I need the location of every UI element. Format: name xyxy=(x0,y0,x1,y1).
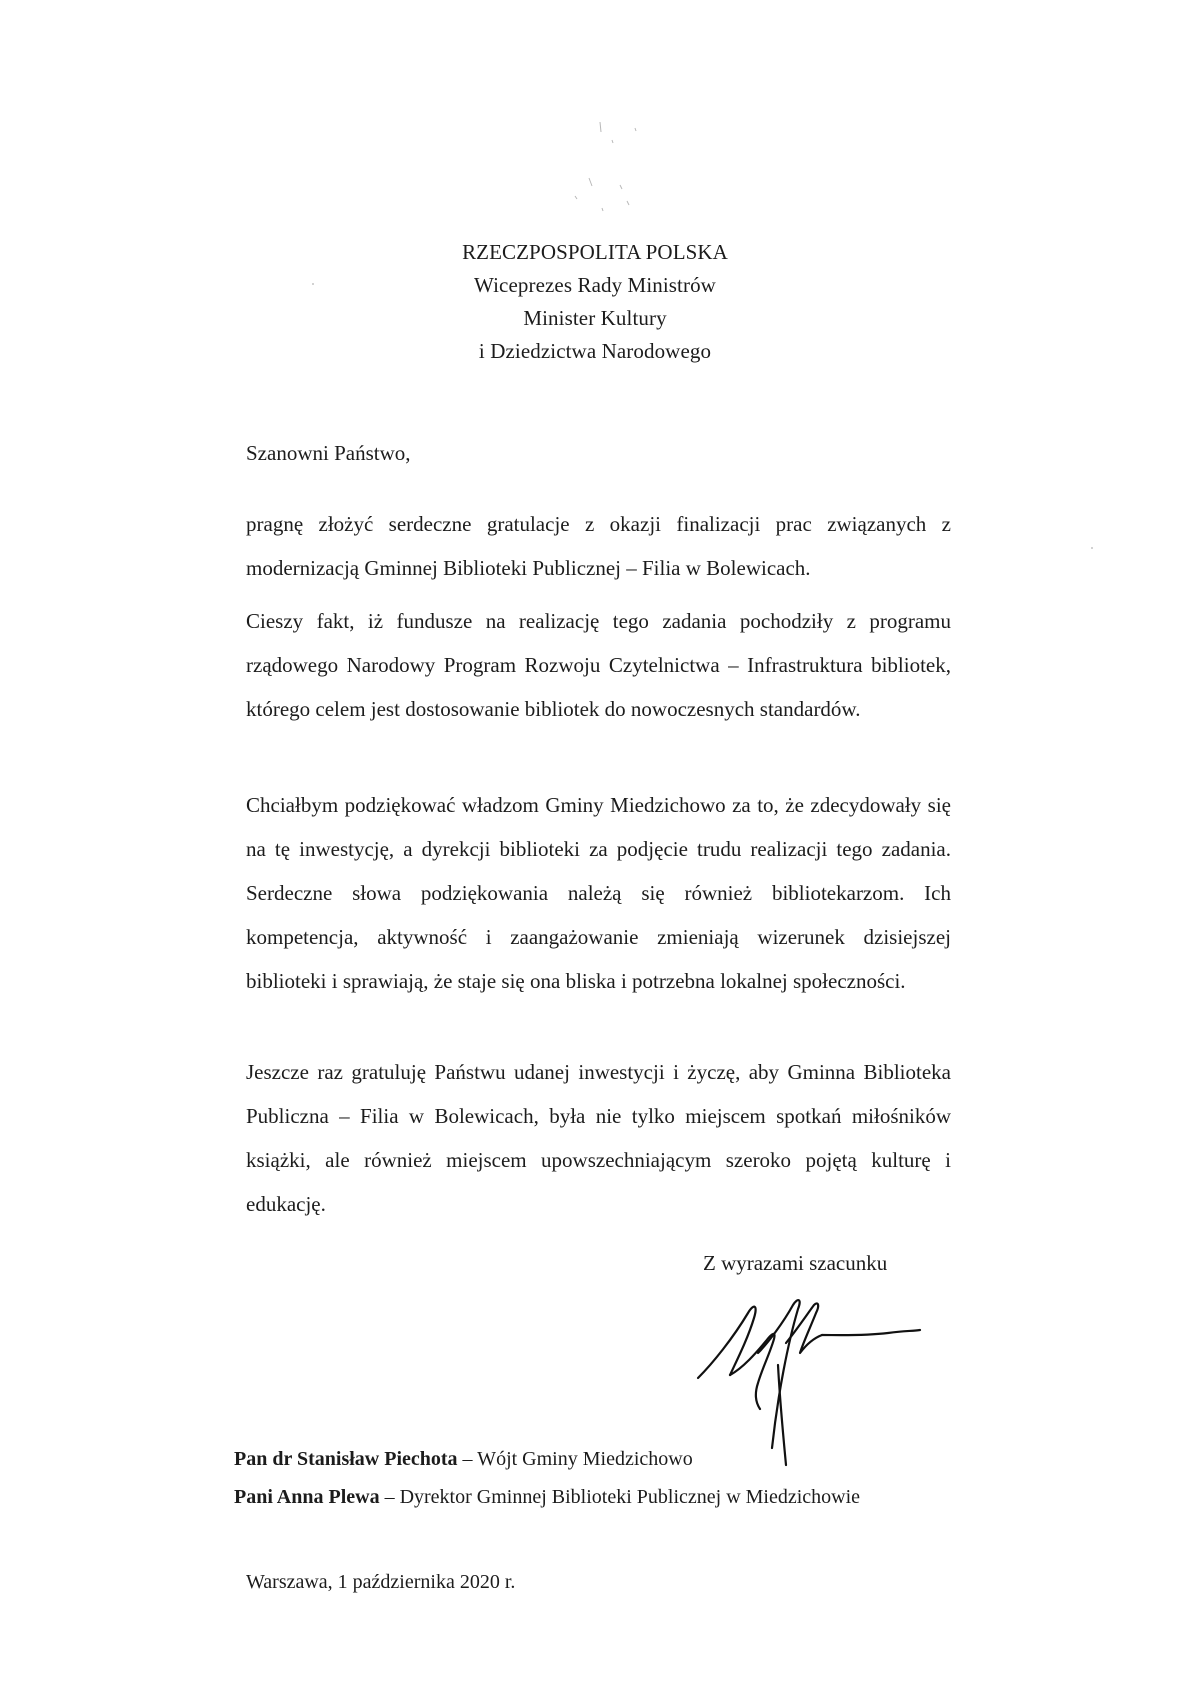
recipient-role: – Wójt Gminy Miedzichowo xyxy=(457,1448,693,1470)
recipient-role: – Dyrektor Gminnej Biblioteki Publicznej w Miedzichowie xyxy=(379,1486,861,1508)
letterhead-country: RZECZPOSPOLITA POLSKA xyxy=(462,240,728,264)
closing-phrase: Z wyrazami szacunku xyxy=(703,1251,888,1275)
letterhead-office: Wiceprezes Rady Ministrów xyxy=(474,273,716,297)
paragraph-funding: Cieszy fakt, iż fundusze na realizację tego zadania pochodziły z programu rządowego Narodowy Program Rozwoju Czytelnictwa – Infrastruktura bibliotek, którego celem jest dostosowanie bibliotek do nowoczesnych standardów. xyxy=(246,609,951,721)
letterhead xyxy=(395,236,795,368)
recipient-director xyxy=(234,1478,860,1516)
recipient-name: Pani Anna Plewa xyxy=(234,1486,380,1508)
letterhead-ministry: Minister Kultury xyxy=(523,306,667,330)
recipient-name: Pan dr Stanisław Piechota xyxy=(234,1448,458,1470)
place-and-date: Warszawa, 1 października 2020 r. xyxy=(246,1571,516,1593)
paragraph-wishes: Jeszcze raz gratuluję Państwu udanej inwestycji i życzę, aby Gminna Biblioteka Publiczna – Filia w Bolewicach, była nie tylko miejscem spotkań miłośników książki, ale również miejscem upowszechniającym szeroko pojętą kulturę i edukację. xyxy=(246,1060,951,1216)
salutation: Szanowni Państwo, xyxy=(246,441,411,465)
paragraph-congratulations: pragnę złożyć serdeczne gratulacje z okazji finalizacji prac związanych z modernizacją Gminnej Biblioteki Publicznej – Filia w Bolewicach. xyxy=(246,512,951,580)
letterhead-ministry-cont: i Dziedzictwa Narodowego xyxy=(478,339,712,363)
recipients-list xyxy=(234,1440,860,1516)
paragraph-thanks: Chciałbym podziękować władzom Gminy Miedzichowo za to, że zdecydowały się na tę inwestycję, a dyrekcji biblioteki za podjęcie trudu realizacji tego zadania. Serdeczne słowa podziękowania należą się również bibliotekarzom. Ich kompetencja, aktywność i zaangażowanie zmieniają wizerunek dzisiejszej biblioteki i sprawiają, że staje się ona bliska i potrzebna lokalnej społeczności. xyxy=(246,793,951,993)
recipient-mayor xyxy=(234,1440,860,1478)
